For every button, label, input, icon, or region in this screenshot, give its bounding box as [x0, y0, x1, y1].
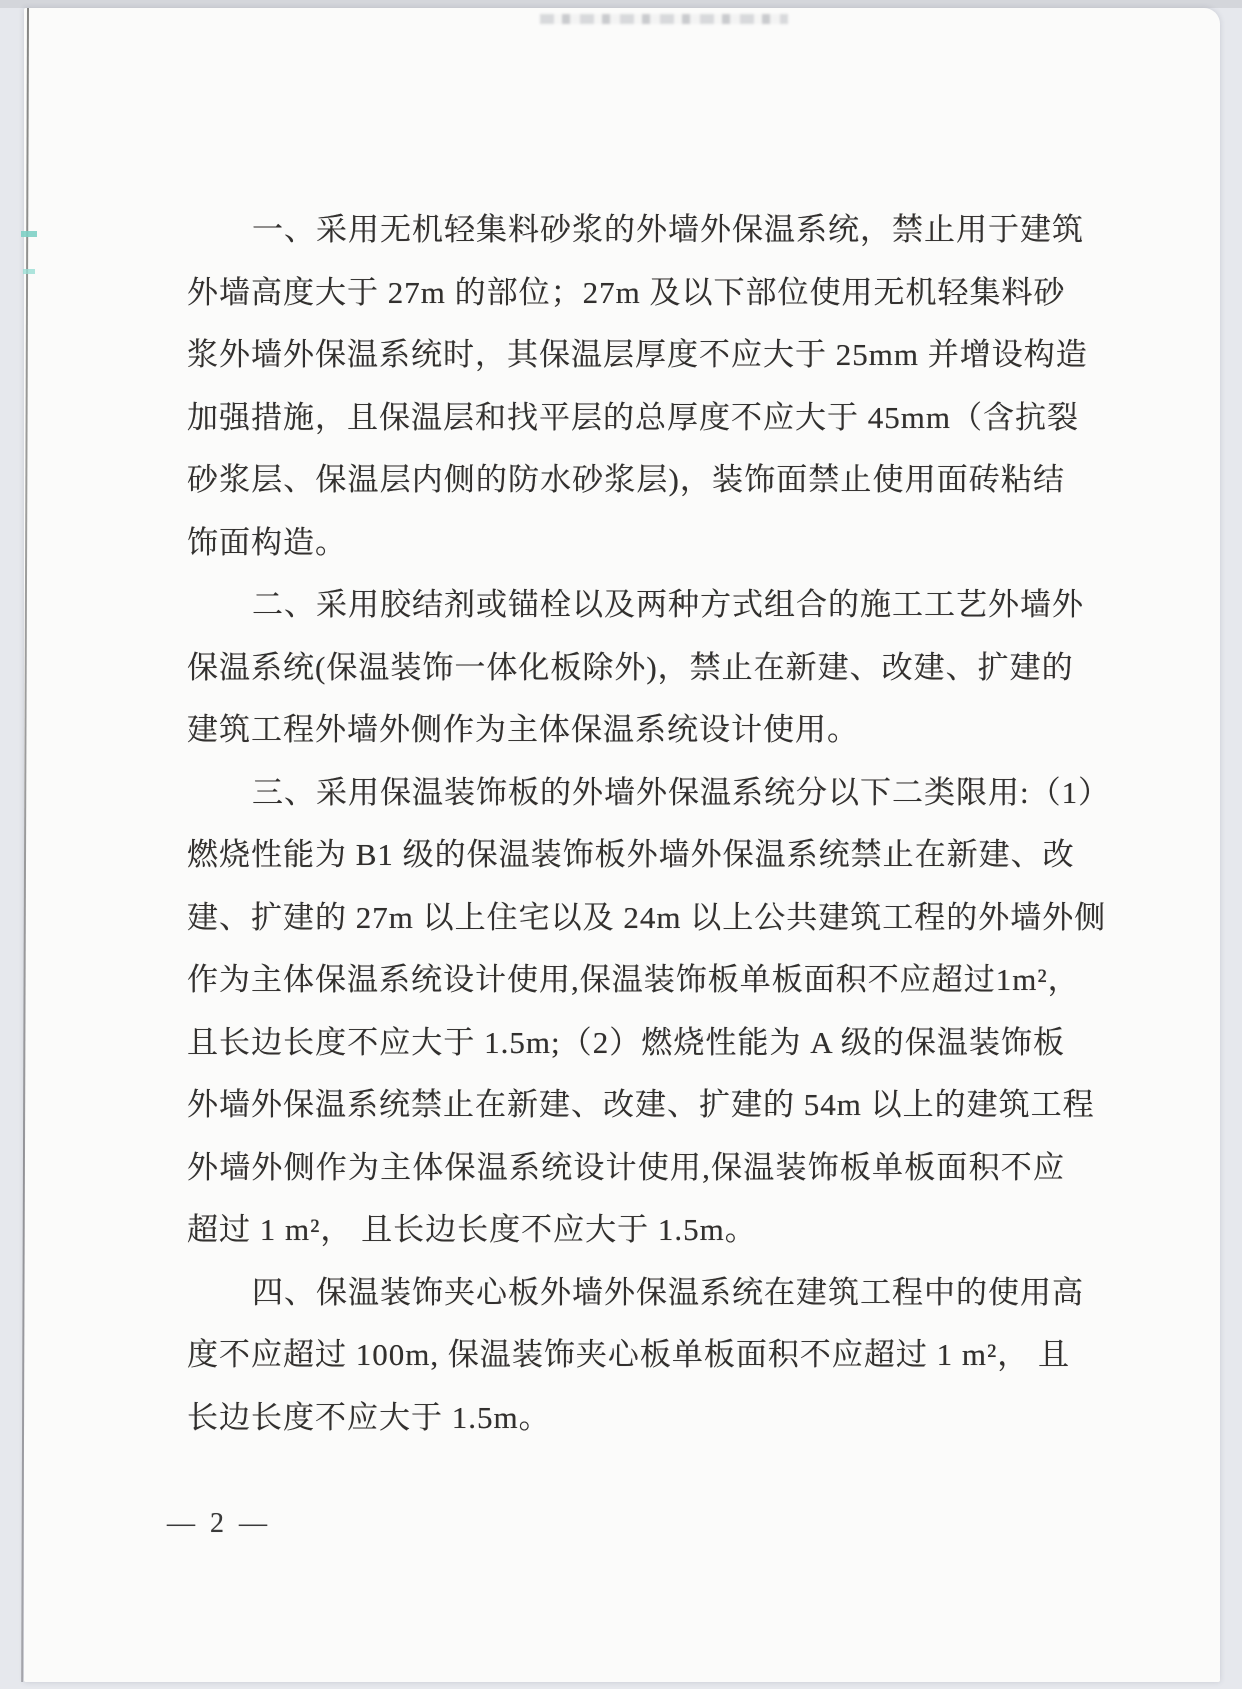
text-line: 作为主体保温系统设计使用,保温装饰板单板面积不应超过1m²，	[187, 962, 1080, 997]
scan-top-edge	[0, 0, 1242, 8]
text-line: 度不应超过 100m, 保温装饰夹心板单板面积不应超过 1 m²， 且	[187, 1337, 1071, 1372]
text-line: 外墙外侧作为主体保温系统设计使用,保温装饰板单板面积不应	[187, 1149, 1065, 1185]
scan-teal-mark-bottom	[23, 269, 35, 274]
text-line: 且长边长度不应大于 1.5m;（2）燃烧性能为 A 级的保温装饰板	[187, 1024, 1065, 1060]
page-number: — 2 —	[167, 1508, 271, 1539]
text-line: 长边长度不应大于 1.5m。	[187, 1399, 551, 1435]
text-line: 超过 1 m²， 且长边长度不应大于 1.5m。	[187, 1212, 757, 1247]
text-line: 砂浆层、保温层内侧的防水砂浆层)，装饰面禁止使用面砖粘结	[187, 462, 1065, 497]
text-line: 保温系统(保温装饰一体化板除外)，禁止在新建、改建、扩建的	[187, 649, 1074, 685]
text-line: 外墙外保温系统禁止在新建、改建、扩建的 54m 以上的建筑工程	[187, 1087, 1095, 1122]
text-line: 外墙高度大于 27m 的部位；27m 及以下部位使用无机轻集料砂	[187, 274, 1066, 310]
text-line: 浆外墙外保温系统时，其保温层厚度不应大于 25mm 并增设构造	[187, 337, 1088, 372]
text-line: 二、采用胶结剂或锚栓以及两种方式组合的施工工艺外墙外	[252, 587, 1084, 622]
text-line: 三、采用保温装饰板的外墙外保温系统分以下二类限用:（1）	[252, 774, 1111, 810]
text-line: 一、采用无机轻集料砂浆的外墙外保温系统，禁止用于建筑	[252, 212, 1084, 247]
text-line: 建、扩建的 27m 以上住宅以及 24m 以上公共建筑工程的外墙外侧	[187, 899, 1107, 935]
scan-teal-mark-top	[21, 231, 37, 237]
paragraph-3	[187, 762, 1111, 1262]
text-line: 燃烧性能为 B1 级的保温装饰板外墙外保温系统禁止在新建、改	[187, 837, 1075, 872]
paragraph-2	[187, 574, 1084, 762]
text-line: 饰面构造。	[187, 524, 347, 560]
document-body	[187, 199, 1111, 1449]
text-line: 四、保温装饰夹心板外墙外保温系统在建筑工程中的使用高	[252, 1274, 1084, 1310]
paragraph-4	[187, 1262, 1084, 1450]
bleedthrough-artifact	[540, 14, 788, 24]
paragraph-1	[187, 199, 1088, 574]
text-line: 建筑工程外墙外侧作为主体保温系统设计使用。	[187, 712, 859, 747]
text-line: 加强措施，且保温层和找平层的总厚度不应大于 45mm（含抗裂	[187, 399, 1079, 435]
